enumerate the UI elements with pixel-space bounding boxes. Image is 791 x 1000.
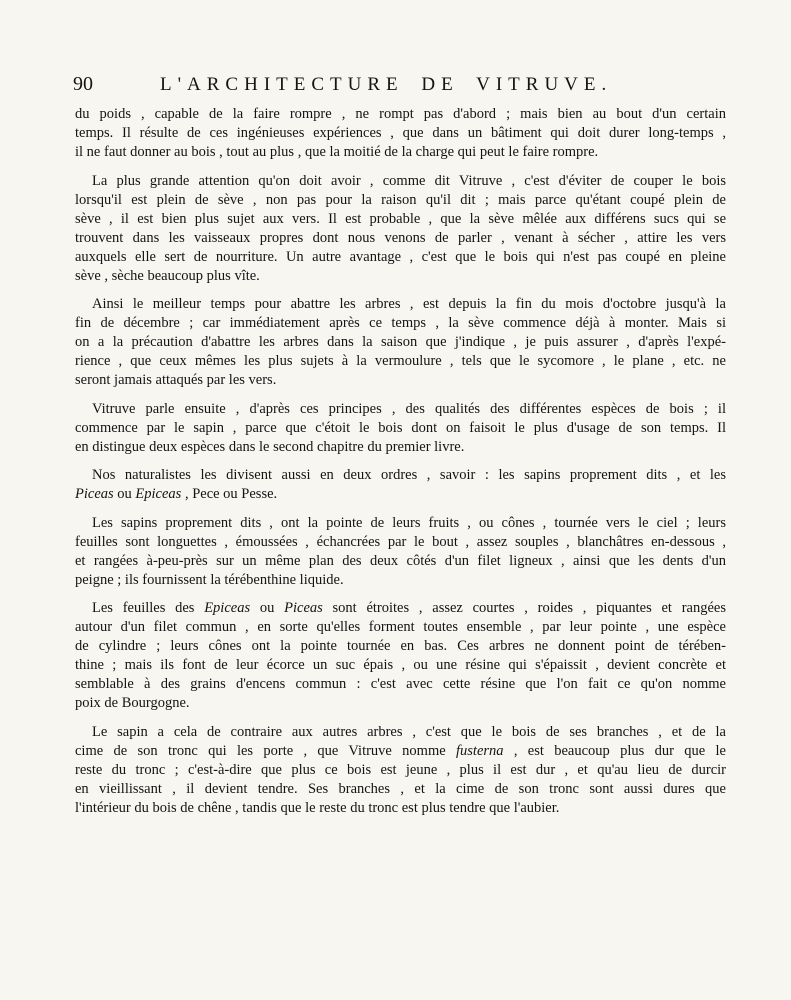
text-segment: Vitruve parle ensuite , d'après ces principes , des qualités des différentes espèces de bois ; il [92,400,726,417]
text-line [75,295,726,314]
text-line [75,742,726,761]
text-line [75,352,726,371]
text-line [75,675,726,694]
text-line [75,656,726,675]
text-segment: du poids , capable de la faire rompre , ne rompt pas d'abord ; mais bien au bout d'un certain [75,106,726,122]
paragraph [75,723,726,818]
text-segment: La plus grande attention qu'on doit avoir , comme dit Vitruve , c'est d'éviter de couper le bois [92,172,726,189]
body-text [75,105,726,827]
text-line [75,229,726,248]
text-segment: sève , il est bien plus sujet aux vers. Il est probable , que la sève mêlée aux différens sucs qui se [75,210,726,227]
text-line [75,248,726,267]
text-segment: commence par le sapin , parce que c'étoit le bois dont on faisoit le plus d'usage de son temps. Il [75,419,726,436]
text-line [75,571,726,590]
text-line [75,267,726,286]
paragraph [75,599,726,713]
text-segment: de cylindre ; leurs cônes ont la pointe tournée en bas. Ces arbres ne donnent point de térében- [75,638,726,654]
italic-term: Epiceas [135,486,182,502]
italic-term: Piceas [284,600,323,616]
paragraph [75,105,726,162]
text-segment: Le sapin a cela de contraire aux autres arbres , c'est que le bois de ses branches , et de la [92,723,726,740]
text-line [75,172,726,191]
text-segment: il ne faut donner au bois , tout au plus , que la moitié de la charge qui peut le faire rompre. [75,144,599,160]
paragraph [75,172,726,286]
page-number: 90 [73,73,93,95]
text-segment: l'intérieur du bois de chêne , tandis que le reste du tronc est plus tendre que l'aubier. [75,799,560,816]
text-segment: cime de son tronc qui les porte , que Vitruve nomme [75,742,456,759]
text-segment: auxquels elle sert de nourriture. Un autre avantage , c'est que le bois qui n'est pas coupé en pleine [75,248,726,265]
text-line [75,191,726,210]
text-segment: , est beaucoup plus dur que le [503,742,726,759]
text-segment: seront jamais attaqués par les vers. [75,372,277,388]
text-segment: ou [113,486,136,502]
text-line [75,143,726,162]
text-segment: thine ; mais ils font de leur écorce un suc épais , ou une résine qui s'épaissit , devient concrète et [75,657,726,673]
text-line [75,514,726,533]
text-line [75,761,726,780]
text-line [75,210,726,229]
italic-term: Piceas [75,486,114,502]
text-line [75,723,726,742]
text-segment: Nos naturalistes les divisent aussi en deux ordres , savoir : les sapins proprement dits , et les [92,467,726,483]
text-segment: autour d'un filet commun , en sorte qu'elles forment toutes ensemble , par leur pointe , une espèce [75,619,726,635]
text-segment: ou [250,600,285,616]
text-segment: rience , que ceux mêmes les plus sujets à la vermoulure , tels que le sycomore , le plane , etc. ne [75,353,726,369]
text-line [75,599,726,618]
text-line [75,371,726,390]
text-line [75,124,726,143]
text-segment: Les feuilles des [92,600,205,616]
text-line [75,485,726,504]
paragraph [75,295,726,390]
text-line [75,618,726,637]
text-segment: en distingue deux espèces dans le second chapitre du premier livre. [75,438,465,455]
text-segment: poix de Bourgogne. [75,695,190,711]
text-segment: feuilles sont longuettes , émoussées , échancrées par le bout , assez souples , blanchâtres en-dessous , [75,533,726,550]
text-segment: , Pece ou Pesse. [181,486,278,502]
italic-term: fusterna [456,742,504,759]
text-segment: fin de décembre ; car immédiatement après ce temps , la sève commence déjà à monter. Mais si [75,315,726,331]
text-segment: Ainsi le meilleur temps pour abattre les arbres , est depuis la fin du mois d'octobre jusqu'à la [92,296,726,312]
paragraph [75,400,726,457]
text-line [75,314,726,333]
text-segment: peigne ; ils fournissent la térébenthine liquide. [75,571,344,588]
text-segment: et rangées à-peu-près sur un même plan des deux côtés d'un filet ligneux , ainsi que les dents d'un [75,552,726,569]
paragraph [75,514,726,590]
text-line [75,400,726,419]
text-line [75,438,726,457]
text-line [75,419,726,438]
text-line [75,637,726,656]
running-title: L'ARCHITECTURE DE VITRUVE. [160,74,613,95]
text-line [75,105,726,124]
text-segment: sève , sèche beaucoup plus vîte. [75,267,260,284]
text-line [75,533,726,552]
italic-term: Epiceas [204,600,251,616]
text-segment: semblable à des grains d'encens commun : c'est avec cette résine que l'on fait ce qu'on nomme [75,676,726,692]
text-line [75,694,726,713]
text-line [75,552,726,571]
text-line [75,466,726,485]
paragraph [75,466,726,504]
text-line [75,799,726,818]
text-segment: en vieillissant , il devient tendre. Ses branches , et la cime de son tronc sont aussi dures que [75,780,726,797]
text-line [75,333,726,352]
text-line [75,780,726,799]
text-segment: temps. Il résulte de ces ingénieuses expériences , que dans un bâtiment qui doit durer long-temps , [75,125,726,141]
text-segment: on a la précaution d'abattre les arbres dans la saison que j'indique , je puis assurer , d'après l'expé- [75,334,726,350]
text-segment: sont étroites , assez courtes , roides , piquantes et rangées [322,600,726,616]
text-segment: trouvent dans les vaisseaux propres dont nous venons de parler , venant à sécher , attire les vers [75,229,726,246]
text-segment: Les sapins proprement dits , ont la pointe de leurs fruits , ou cônes , tournée vers le ciel ; leurs [92,514,726,531]
text-segment: lorsqu'il est plein de sève , non pas pour la raison qu'il dit ; mais parce qu'étant coupé plein de [75,191,726,208]
text-segment: reste du tronc ; c'est-à-dire que plus ce bois est jeune , plus il est dur , et qu'au lieu de durcir [75,761,726,778]
